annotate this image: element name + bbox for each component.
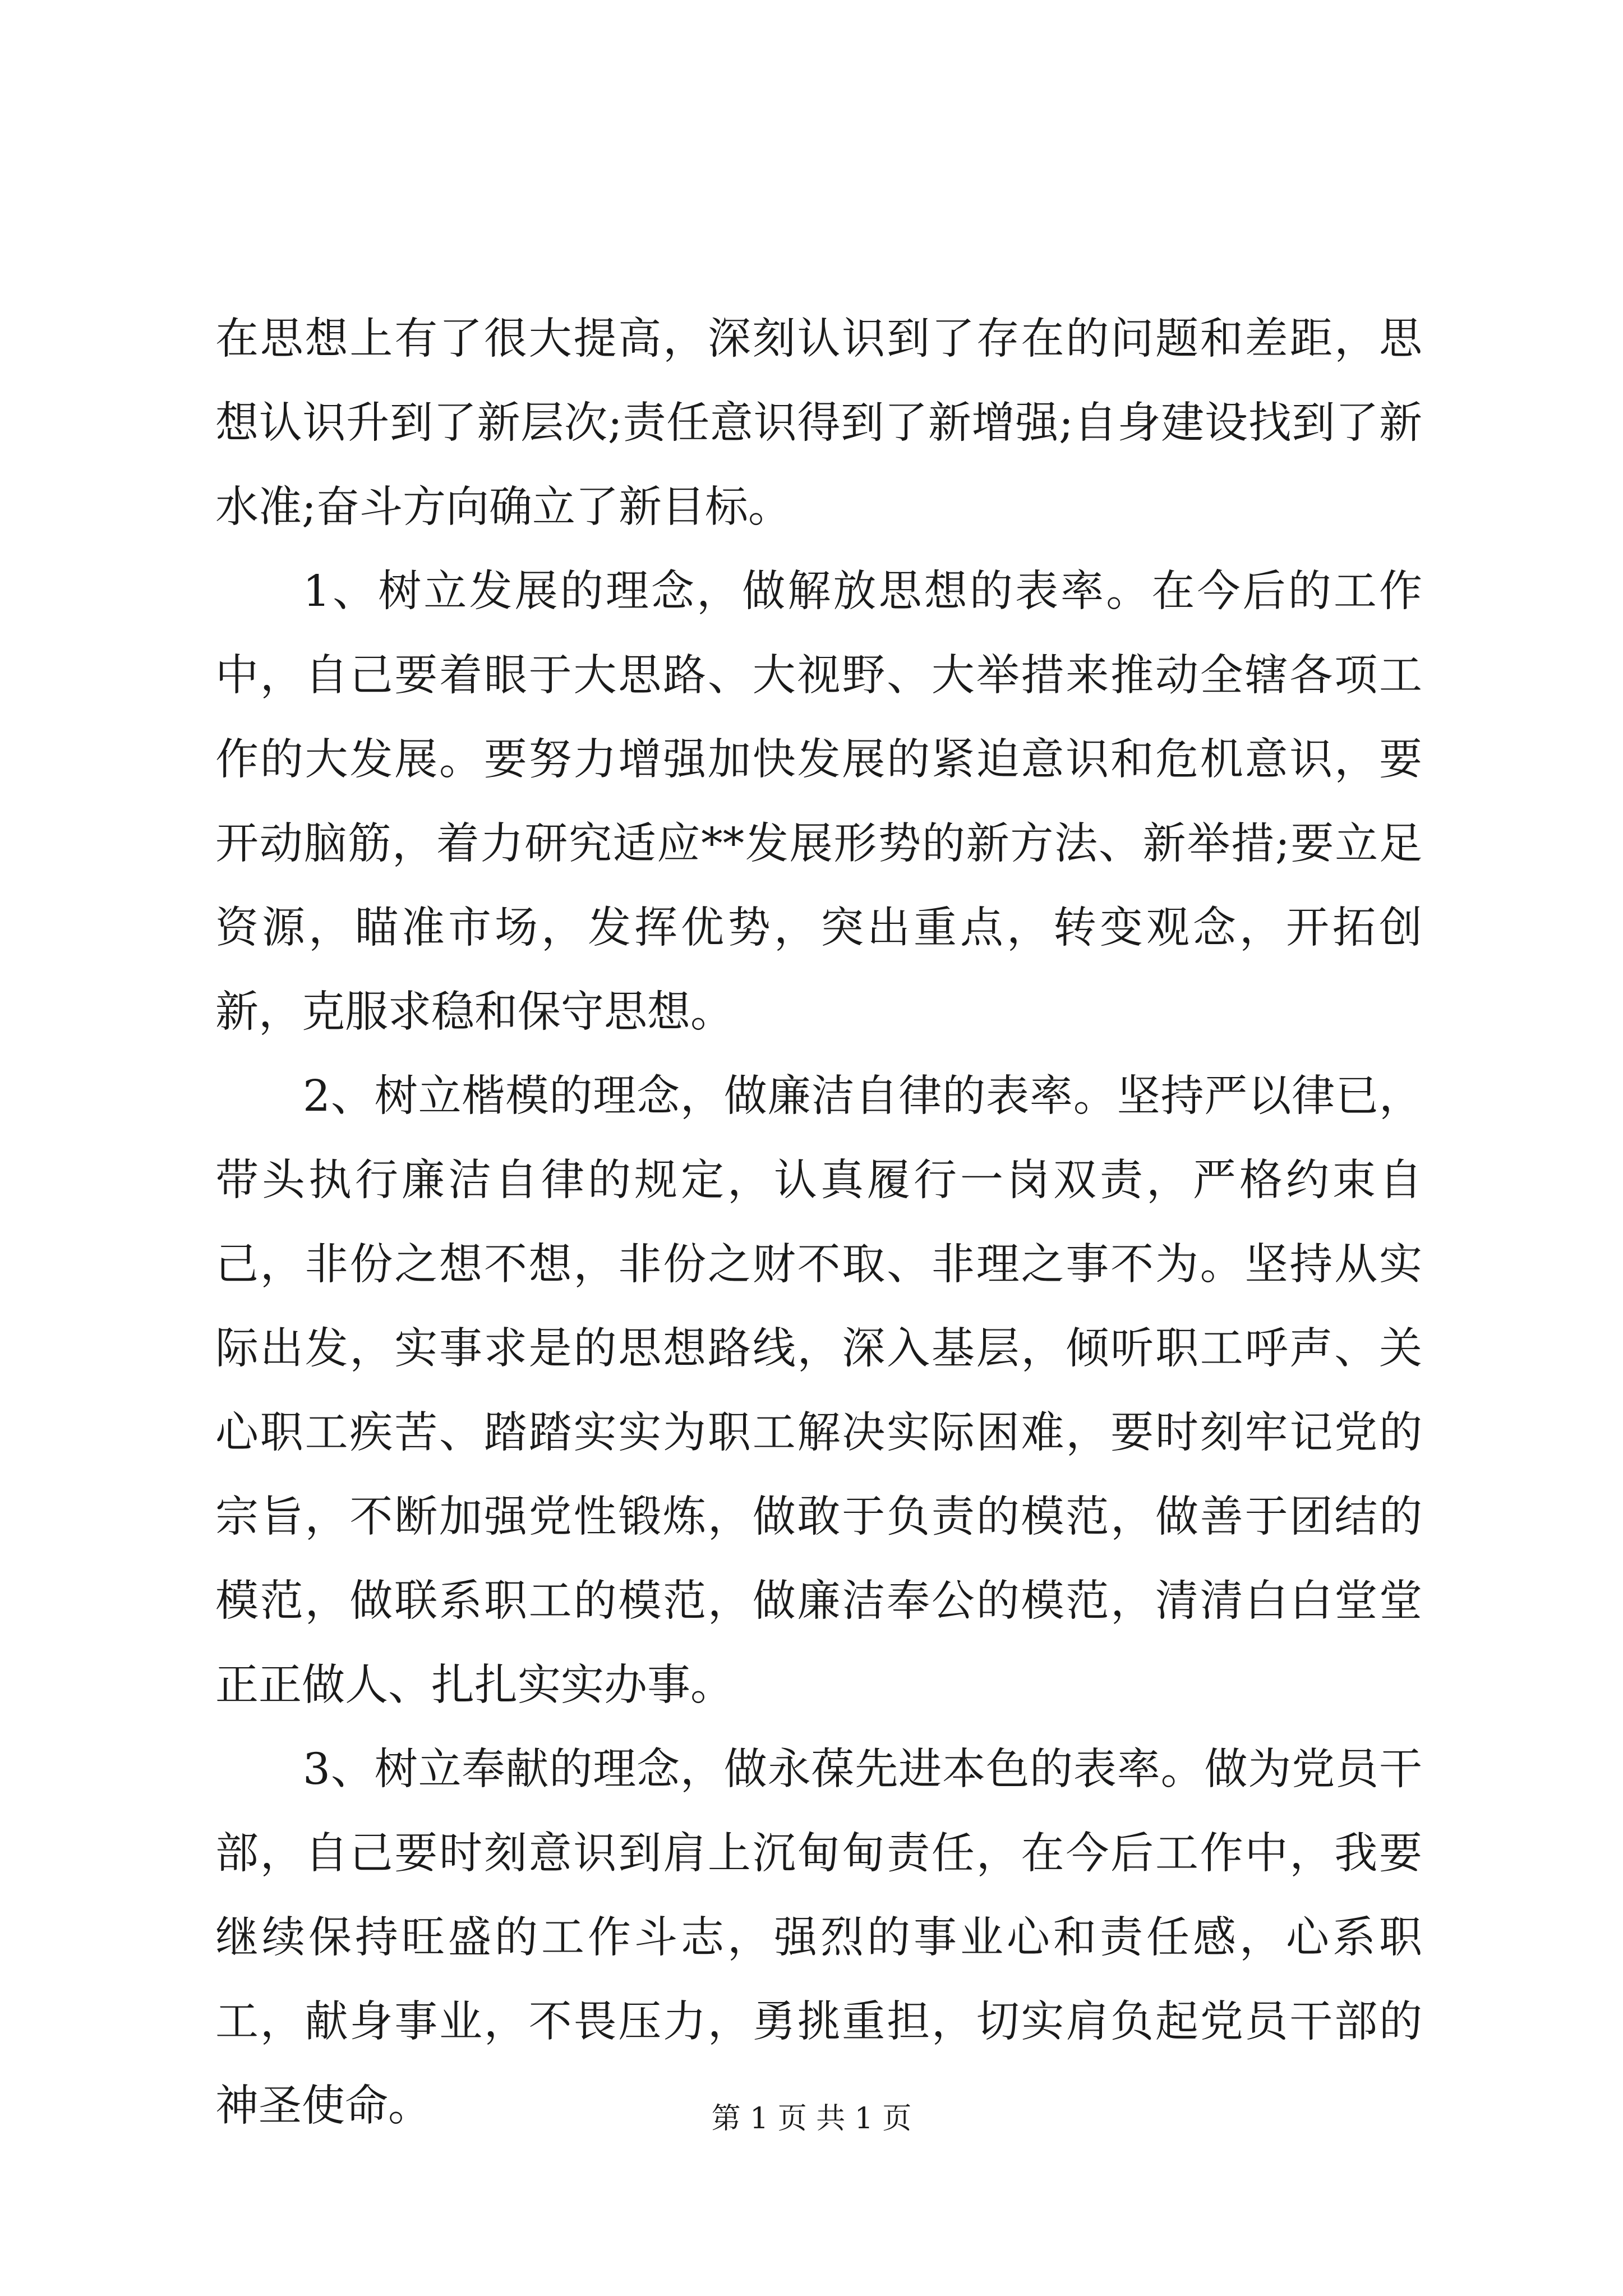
page-number-footer: 第 1 页 共 1 页 bbox=[711, 2102, 912, 2136]
paragraph-point-2: 2、树立楷模的理念，做廉洁自律的表率。坚持严以律已，带头执行廉洁自律的规定，认真履行一岗双责，严格约束自己，非份之想不想，非份之财不取、非理之事不为。坚持从实际出发，实事求是的思想路线，深入基层，倾听职工呼声、关心职工疾苦、踏踏实实为职工解决实际困难，要时刻牢记党的宗旨，不断加强党性锻炼，做敢于负责的模范，做善于团结的模范，做联系职工的模范，做廉洁奉公的模范，清清白白堂堂正正做人、扎扎实实办事。 bbox=[215, 1071, 1422, 1710]
paragraph-point-3: 3、树立奉献的理念，做永葆先进本色的表率。做为党员干部，自己要时刻意识到肩上沉甸甸责任，在今后工作中，我要继续保持旺盛的工作斗志，强烈的事业心和责任感，心系职工，献身事业，不畏压力，勇挑重担，切实肩负起党员干部的神圣使命。 bbox=[215, 1745, 1422, 2131]
paragraph-intro: 在思想上有了很大提高，深刻认识到了存在的问题和差距，思想认识升到了新层次;责任意识得到了新增强;自身建设找到了新水准;奋斗方向确立了新目标。 bbox=[215, 314, 1422, 532]
document-body bbox=[215, 297, 1422, 2148]
paragraph-point-1: 1、树立发展的理念，做解放思想的表率。在今后的工作中，自己要着眼于大思路、大视野、大举措来推动全辖各项工作的大发展。要努力增强加快发展的紧迫意识和危机意识，要开动脑筋，着力研究适应**发展形势的新方法、新举措;要立足资源，瞄准市场，发挥优势，突出重点，转变观念，开拓创新，克服求稳和保守思想。 bbox=[215, 567, 1422, 1037]
